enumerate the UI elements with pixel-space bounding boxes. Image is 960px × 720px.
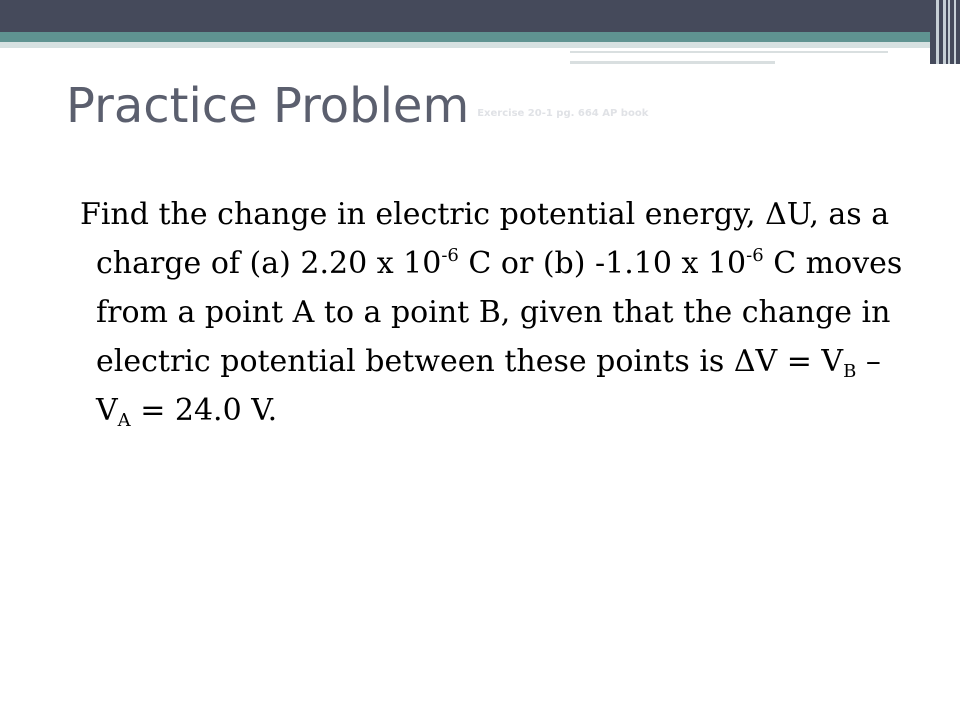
problem-text-part: C moves from a point A to a point B, given that the change in electric potential between these points is xyxy=(96,246,903,379)
corner-stripe xyxy=(936,0,939,64)
header-teal-bar xyxy=(0,32,930,42)
slide-title xyxy=(66,78,648,136)
problem-text-part: = 24.0 V. xyxy=(130,393,278,428)
header-accent-line xyxy=(570,51,888,53)
subscript: A xyxy=(117,410,131,431)
corner-stripe xyxy=(943,0,946,64)
problem-text-part: V = V xyxy=(755,344,844,379)
problem-text-part: C or (b) -1.10 x 10 xyxy=(458,246,747,281)
exponent: -6 xyxy=(746,245,764,266)
exponent: -6 xyxy=(441,245,459,266)
header-light-bar xyxy=(0,42,930,48)
slide-title-text: Practice Problem xyxy=(66,78,470,134)
problem-text-part: U, as a charge of (a) 2.20 x 10 xyxy=(96,197,890,281)
problem-text xyxy=(80,190,916,435)
title-note: Exercise 20-1 pg. 664 AP book xyxy=(477,108,649,119)
header-accent-line xyxy=(570,61,775,64)
corner-stripe xyxy=(948,0,950,64)
header-dark-bar xyxy=(0,0,930,32)
problem-text-part: – V xyxy=(96,344,881,428)
problem-text-part: Find the change in electric potential energy, xyxy=(80,197,766,232)
subscript: B xyxy=(843,361,857,382)
corner-stripe xyxy=(954,0,956,64)
delta-symbol: Δ xyxy=(733,344,756,379)
delta-symbol: Δ xyxy=(765,197,787,232)
